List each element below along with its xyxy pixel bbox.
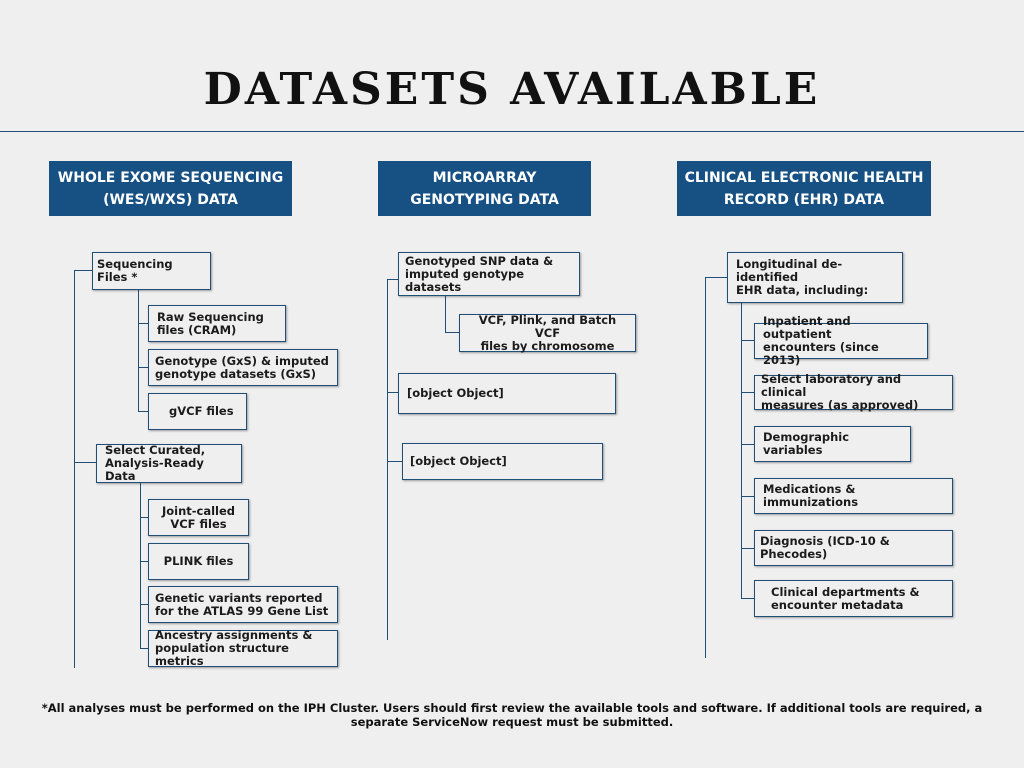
ancestry-assignments-box: Ancestry assignments & population structure metrics	[148, 630, 338, 667]
connector	[138, 367, 148, 368]
diagnosis-box: Diagnosis (ICD-10 & Phecodes)	[754, 530, 953, 566]
microarray-trunk-line	[387, 279, 388, 640]
connector	[387, 279, 398, 280]
qc-variant-calls-box: [object Object]	[402, 443, 603, 480]
curated-branch-line	[140, 483, 141, 649]
connector	[74, 270, 92, 271]
curated-data-box: Select Curated, Analysis-Ready Data	[96, 444, 242, 483]
connector	[741, 548, 754, 549]
wes-header: WHOLE EXOME SEQUENCING (WES/WXS) DATA	[49, 161, 292, 216]
connector	[741, 598, 754, 599]
raw-sequencing-box: Raw Sequencing files (CRAM)	[148, 305, 286, 342]
connector	[705, 277, 727, 278]
genotyped-snp-box: Genotyped SNP data & imputed genotype datasets	[398, 252, 580, 296]
connector	[741, 496, 754, 497]
connector	[741, 340, 754, 341]
departments-box: Clinical departments & encounter metadata	[754, 580, 953, 617]
vcf-plink-batch-box: VCF, Plink, and Batch VCF files by chromosome	[459, 314, 636, 352]
longitudinal-ehr-box: Longitudinal de-identified EHR data, including:	[727, 252, 903, 303]
connector	[140, 604, 148, 605]
plink-files-box: PLINK files	[148, 543, 249, 580]
genotype-gxs-box: Genotype (GxS) & imputed genotype datasets (GxS)	[148, 349, 338, 386]
atlas-gene-list-box: Genetic variants reported for the ATLAS 99 Gene List	[148, 586, 338, 623]
connector	[140, 561, 148, 562]
wes-trunk-line	[74, 270, 75, 668]
connector	[138, 323, 148, 324]
connector	[741, 392, 754, 393]
sequencing-files-box: Sequencing Files *	[92, 252, 211, 290]
title-divider	[0, 131, 1024, 132]
footnote: *All analyses must be performed on the IPH Cluster. Users should first review the available tools and software. If additional tools are required, a separate ServiceNow request must be submitted.	[41, 701, 983, 729]
ehr-header: CLINICAL ELECTRONIC HEALTH RECORD (EHR) DATA	[677, 161, 931, 216]
ehr-branch-line	[741, 303, 742, 598]
connector	[387, 392, 398, 393]
demographics-box: Demographic variables	[754, 426, 911, 462]
joint-called-vcf-box: Joint-called VCF files	[148, 499, 249, 536]
encounters-box: Inpatient and outpatient encounters (since 2013)	[754, 323, 928, 359]
connector	[140, 517, 148, 518]
microarray-header: MICROARRAY GENOTYPING DATA	[378, 161, 591, 216]
page-title: DATASETS AVAILABLE	[203, 64, 821, 115]
connector	[74, 462, 96, 463]
gvcf-files-box: gVCF files	[148, 393, 247, 430]
lab-measures-box: Select laboratory and clinical measures (as approved)	[754, 375, 953, 410]
connector	[387, 461, 402, 462]
connector	[140, 648, 148, 649]
ehr-trunk-line	[705, 277, 706, 658]
connector	[445, 332, 459, 333]
ancestry-pcs-box: [object Object]	[398, 373, 616, 414]
connector	[741, 444, 754, 445]
snp-branch-line	[445, 296, 446, 333]
medications-box: Medications & immunizations	[754, 478, 953, 514]
connector	[138, 411, 148, 412]
sequencing-branch-line	[138, 290, 139, 412]
